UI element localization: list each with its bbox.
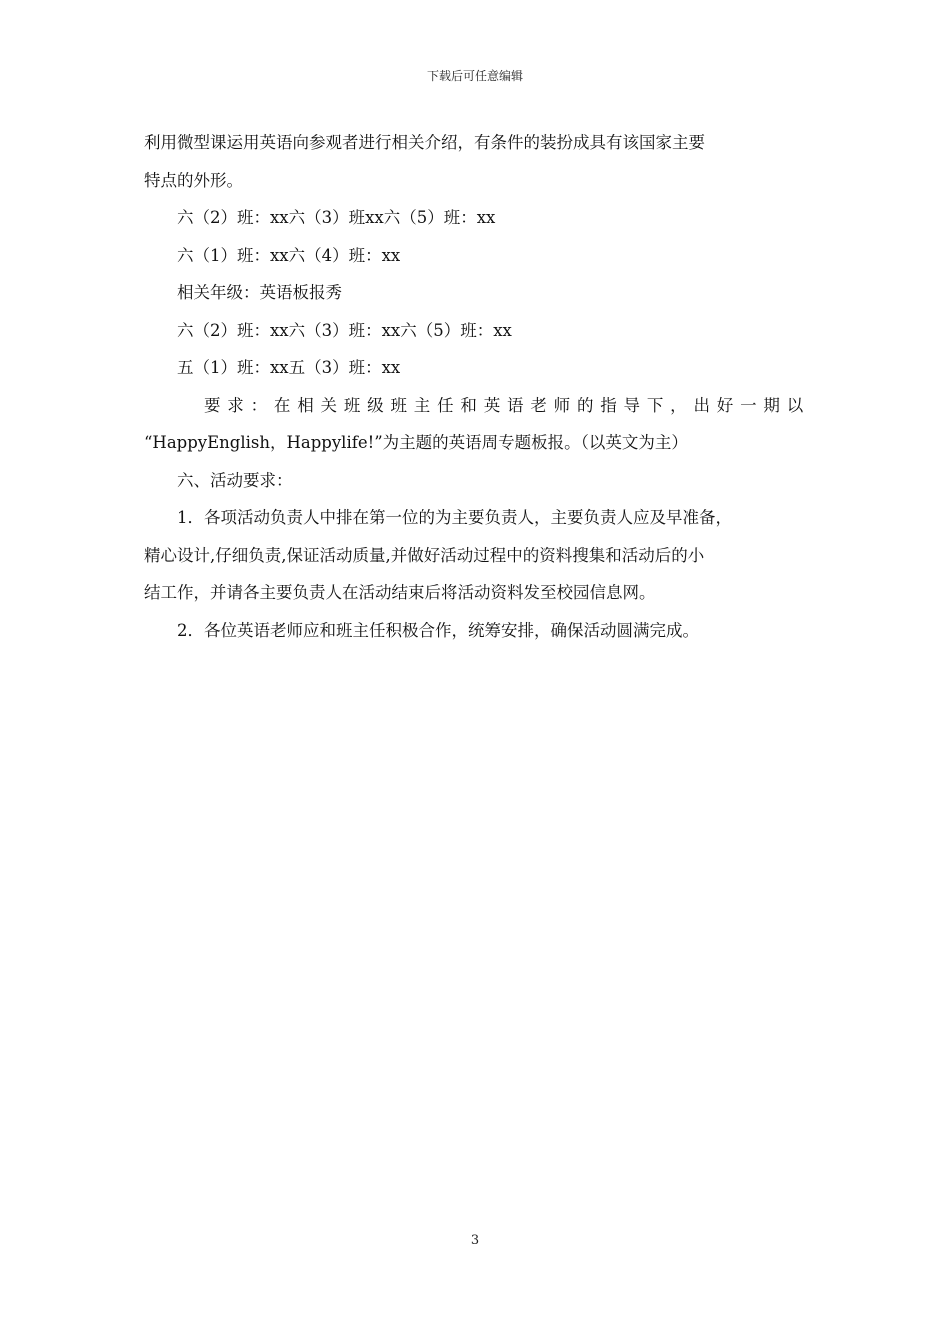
paragraph-line: 特点的外形。 [144, 170, 243, 190]
paragraph-line: 利用微型课运用英语向参观者进行相关介绍，有条件的装扮成具有该国家主要 [144, 133, 705, 152]
page-number: 3 [470, 1233, 480, 1248]
class-assignment-line: 六（2）班：xx六（3）班：xx六（5）班：xx [177, 320, 512, 340]
list-item-continuation: 精心设计,仔细负责,保证活动质量,并做好活动过程中的资料搜集和活动后的小 [144, 545, 705, 565]
requirement-line: “HappyEnglish，Happylife!”为主题的英语周专题板报。（以英文为主） [144, 433, 688, 452]
class-assignment-line: 六（2）班：xx六（3）班xx六（5）班：xx [177, 208, 496, 227]
section-heading: 六、活动要求： [177, 470, 293, 490]
document-body [144, 124, 809, 649]
page-header: 下载后可任意编辑 [426, 69, 523, 83]
list-item: 1．各项活动负责人中排在第一位的为主要负责人，主要负责人应及早准备， [177, 508, 732, 527]
class-assignment-line: 五（1）班：xx五（3）班：xx [177, 358, 401, 377]
class-assignment-line: 六（1）班：xx六（4）班：xx [177, 245, 401, 265]
list-item-continuation: 结工作，并请各主要负责人在活动结束后将活动资料发至校园信息网。 [144, 583, 656, 602]
list-item: 2．各位英语老师应和班主任积极合作，统筹安排，确保活动圆满完成。 [177, 620, 699, 640]
requirement-line: 要求：在相关班级班主任和英语老师的指导下，出好一期以 [204, 395, 809, 415]
grade-activity-line: 相关年级：英语板报秀 [177, 283, 342, 302]
